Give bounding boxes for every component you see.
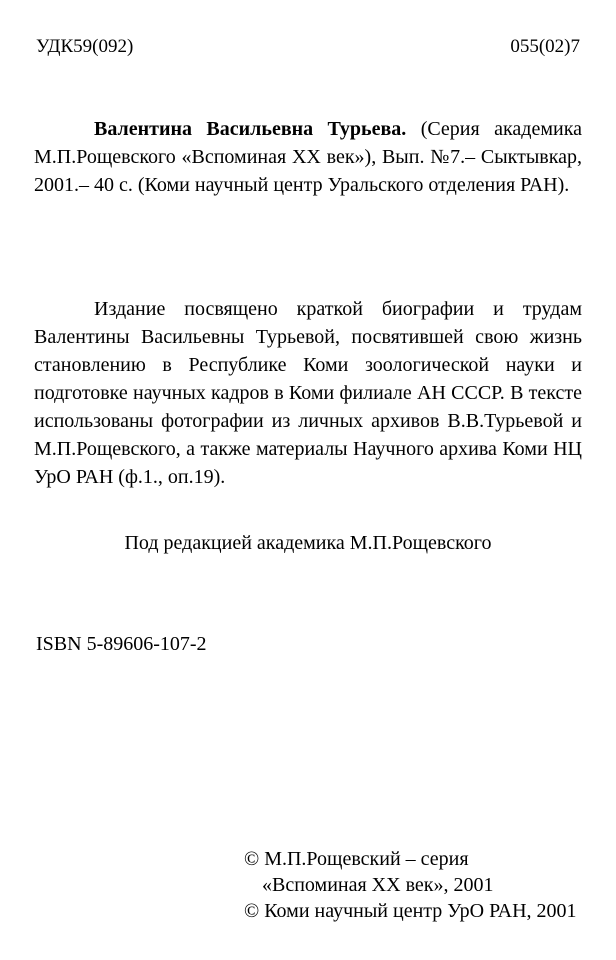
annotation-text: Издание посвящено краткой биографии и трудам Валентины Васильевны Турьевой, посвятившей свою жизнь становлению в Республике Коми зоологической науки и подготовке научных кадров в Коми филиале АН СССР. В тексте использованы фотографии из личных архивов В.В.Турьевой и М.П.Рощевского, а также материалы Научного архива Коми НЦ УрО РАН (ф.1., оп.19). [34,298,582,488]
annotation-paragraph [34,295,582,491]
bibliographic-description [34,115,582,199]
copyright-line-1: © М.П.Рощевский – серия [244,848,469,870]
copyright-line-3: © Коми научный центр УрО РАН, 2001 [244,900,577,922]
publication-details: (Серия академика М.П.Рощевского «Вспоминая XX век»), Вып. №7.– Сыктывкар, 2001.– 40 с. (Коми научный центр Уральского отделения РАН). [34,118,582,196]
copyright-line-2: «Вспоминая XX век», 2001 [262,874,494,896]
editor-line: Под редакцией академика М.П.Рощевского [124,532,492,554]
book-title: Валентина Васильевна Турьева. [94,118,407,140]
copyright-block [244,846,577,924]
udk-code: УДК59(092) [36,36,134,57]
bbk-code: 055(02)7 [510,36,580,57]
isbn: ISBN 5-89606-107-2 [36,633,207,655]
